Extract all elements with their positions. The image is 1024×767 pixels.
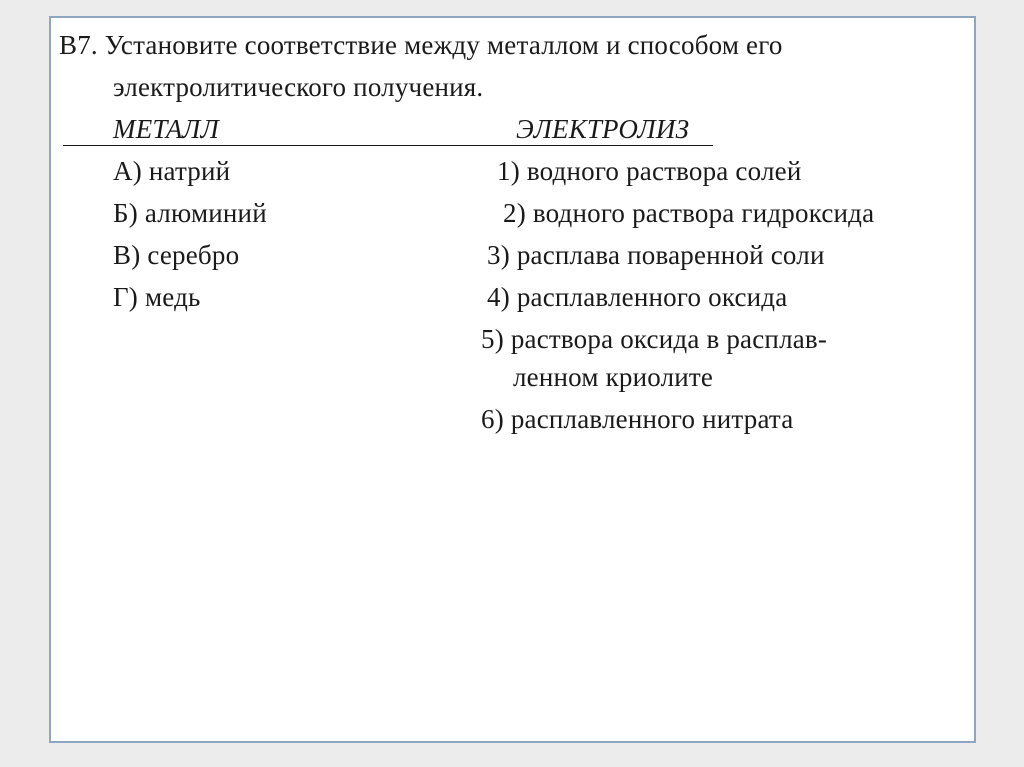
method-item-5: 5) раствора оксида в расплав- [481,324,828,354]
method-item-5-continuation: ленном криолите [513,362,714,392]
header-electrolysis: ЭЛЕКТРОЛИЗ [516,114,690,144]
metal-item-b: Б) алюминий [113,198,267,228]
metal-item-c: В) серебро [113,240,240,270]
method-item-3: 3) расплава поваренной соли [487,240,825,270]
metal-item-d: Г) медь [113,282,201,312]
header-metal: МЕТАЛЛ [113,114,220,144]
header-underline [63,145,713,146]
method-item-4: 4) расплавленного оксида [487,282,788,312]
question-text-line1: B7. Установите соответствие между металлом и способом его [59,30,783,60]
method-item-6: 6) расплавленного нитрата [481,404,794,434]
question-text-line2: электролитического получения. [113,72,484,102]
method-item-1: 1) водного раствора солей [497,156,802,186]
slide [49,16,976,743]
method-item-2: 2) водного раствора гидроксида [503,198,875,228]
metal-item-a: А) натрий [113,156,231,186]
